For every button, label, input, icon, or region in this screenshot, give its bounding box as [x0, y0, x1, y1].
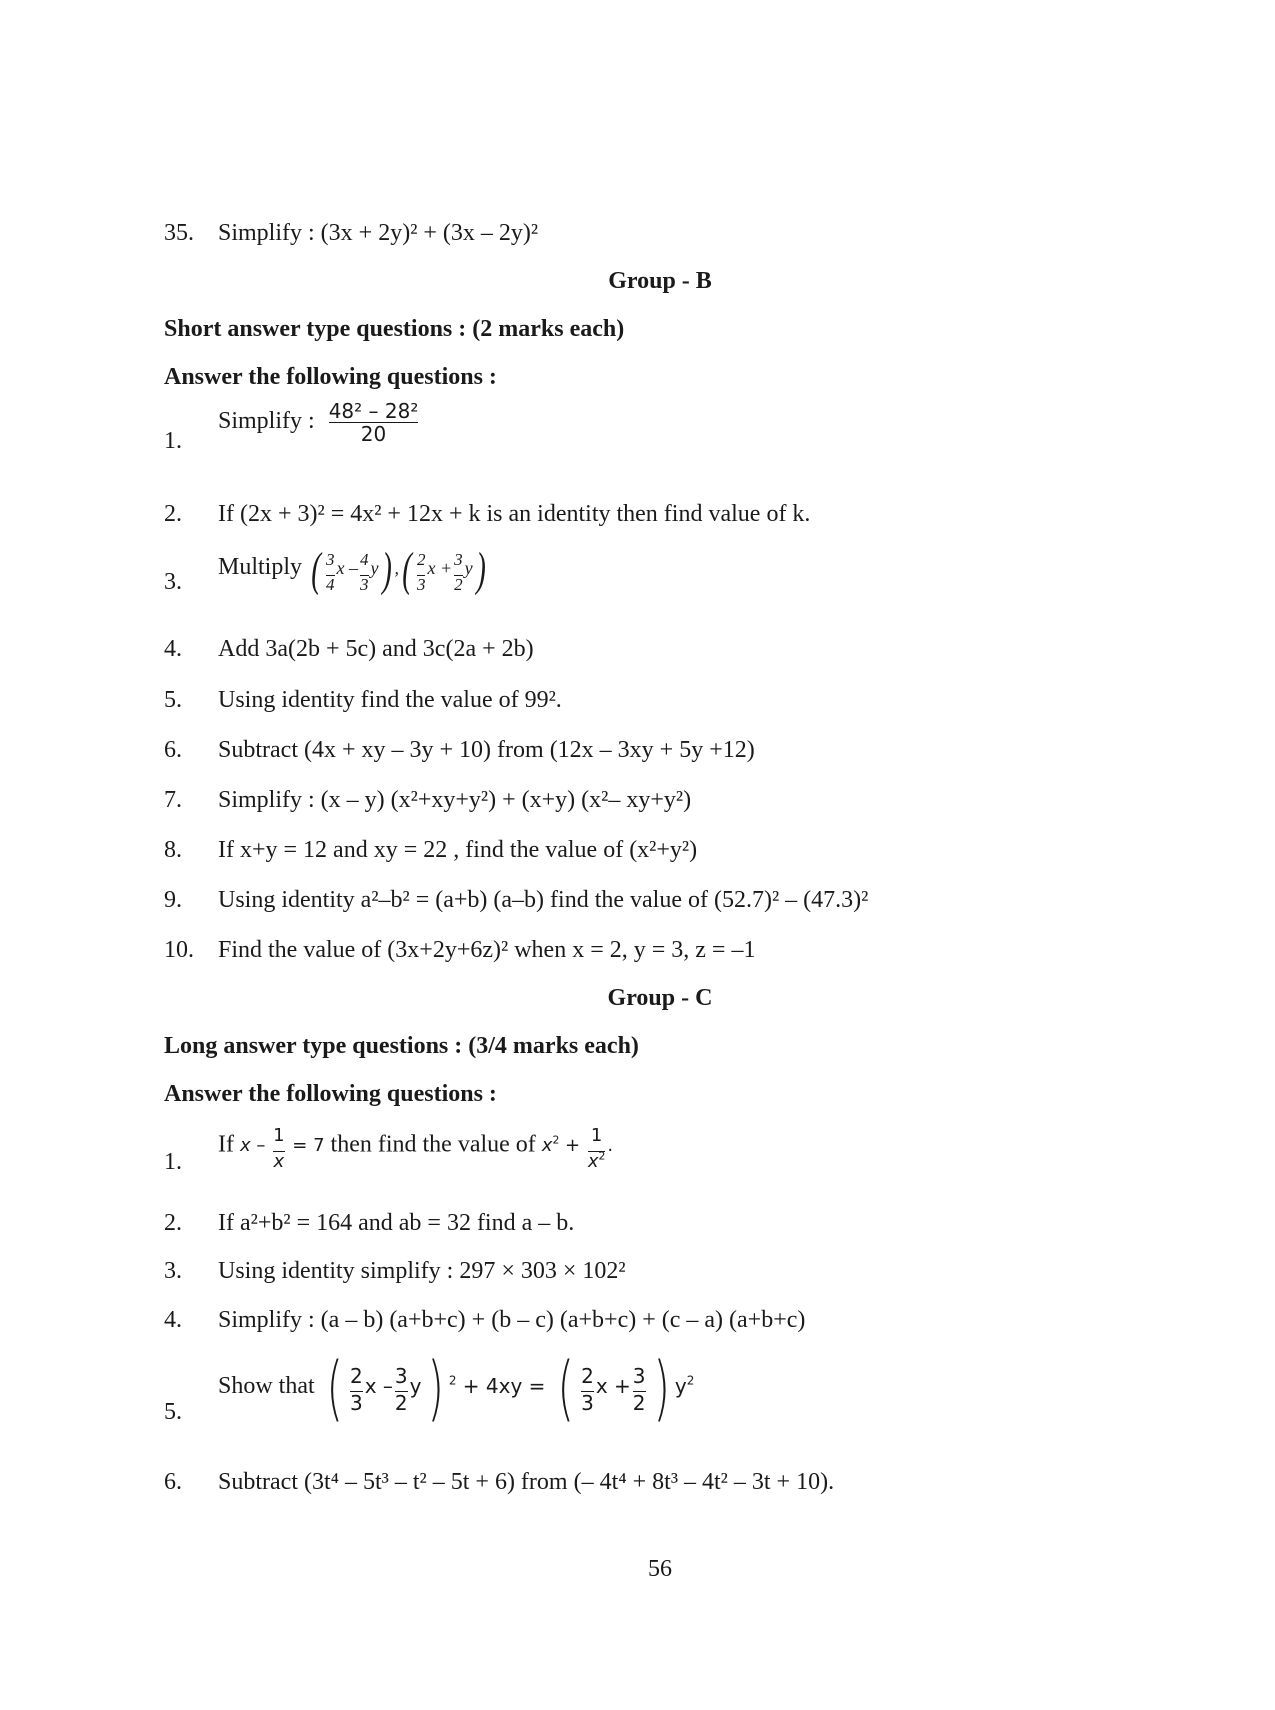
multiply-expression: ( 3 4 x – 4 3 y) ,( 2 3 x + 3 2 y): [311, 542, 486, 596]
question-text: [218, 1121, 613, 1172]
question-text: Simplify : (x – y) (x²+xy+y²) + (x+y) (x²– xy+y²): [218, 787, 692, 813]
question-number: 4.: [164, 636, 182, 662]
question-text: [218, 542, 489, 596]
question-number: 8.: [164, 837, 182, 863]
target-expression: $x^2 + 1$ $x^2$ .: [541, 1125, 614, 1172]
question-prefix: Show that: [218, 1373, 315, 1399]
page-number: 56: [648, 1556, 672, 1582]
question-text: Subtract (4x + xy – 3y + 10) from (12x – 3xy + 5y +12): [218, 737, 755, 763]
condition-expression: x – 1 x = 7: [239, 1125, 325, 1172]
question-number: 6.: [164, 1469, 182, 1495]
question-number: 9.: [164, 887, 182, 913]
question-prefix: If: [218, 1131, 234, 1158]
question-number: 5.: [164, 1399, 182, 1425]
question-text: [218, 400, 420, 445]
question-number: 3.: [164, 569, 182, 595]
group-c-type-line: Long answer type questions : (3/4 marks each): [164, 1033, 639, 1059]
question-text: Using identity find the value of 99².: [218, 687, 562, 713]
group-c-heading: Group - C: [607, 985, 713, 1011]
question-prefix: Simplify :: [218, 408, 315, 435]
question-number: 5.: [164, 687, 182, 713]
question-number: 4.: [164, 1307, 182, 1333]
fraction-denominator: 20: [329, 422, 419, 445]
question-number: 2.: [164, 501, 182, 527]
identity-expression: ( 2 3 x – 3 2 y) $^2$ + 4xy = ( 2 3 x + 3 2 ) $y^2$: [326, 1346, 695, 1429]
question-text: Using identity simplify : 297 × 303 × 102²: [218, 1258, 626, 1284]
question-text: [218, 1346, 695, 1429]
question-number: 35.: [164, 220, 194, 246]
question-number: 7.: [164, 787, 182, 813]
question-text: Subtract (3t⁴ – 5t³ – t² – 5t + 6) from (– 4t⁴ + 8t³ – 4t² – 3t + 10).: [218, 1469, 835, 1495]
question-number: 1.: [164, 1149, 182, 1175]
question-number: 1.: [164, 428, 182, 454]
question-number: 2.: [164, 1210, 182, 1236]
question-text: If a²+b² = 164 and ab = 32 find a – b.: [218, 1210, 575, 1236]
question-mid-text: then find the value of: [330, 1131, 536, 1158]
question-text: Using identity a²–b² = (a+b) (a–b) find the value of (52.7)² – (47.3)²: [218, 887, 869, 913]
question-text: Simplify : (3x + 2y)² + (3x – 2y)²: [218, 220, 539, 246]
fraction-numerator: 48² – 28²: [328, 399, 419, 423]
question-text: If x+y = 12 and xy = 22 , find the value of (x²+y²): [218, 837, 698, 863]
fraction: [329, 400, 419, 445]
group-b-type-line: Short answer type questions : (2 marks each): [164, 316, 625, 342]
group-b-heading: Group - B: [608, 268, 712, 294]
question-number: 10.: [164, 937, 194, 963]
question-text: If (2x + 3)² = 4x² + 12x + k is an identity then find value of k.: [218, 501, 811, 527]
group-b-instruction: Answer the following questions :: [164, 364, 497, 390]
group-c-instruction: Answer the following questions :: [164, 1081, 497, 1107]
question-number: 6.: [164, 737, 182, 763]
question-text: Simplify : (a – b) (a+b+c) + (b – c) (a+b+c) + (c – a) (a+b+c): [218, 1307, 806, 1333]
question-prefix: Multiply: [218, 553, 303, 580]
question-text: Find the value of (3x+2y+6z)² when x = 2, y = 3, z = –1: [218, 937, 756, 963]
question-text: Add 3a(2b + 5c) and 3c(2a + 2b): [218, 636, 534, 662]
question-number: 3.: [164, 1258, 182, 1284]
